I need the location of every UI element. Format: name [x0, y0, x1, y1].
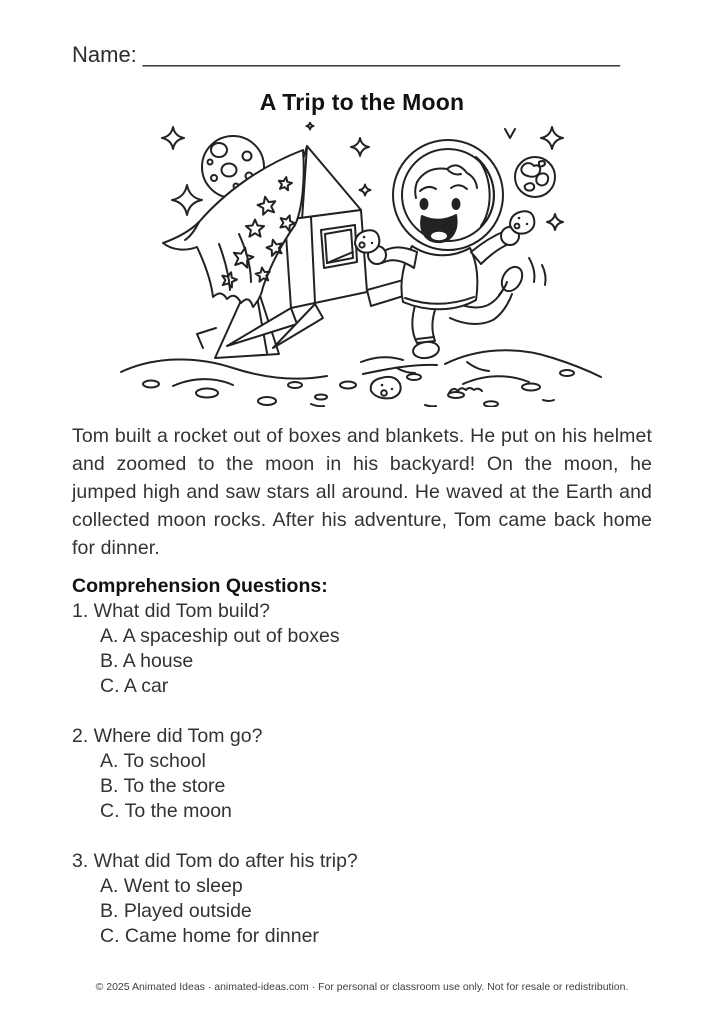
moon-rock-right [510, 211, 534, 233]
worksheet-illustration [115, 122, 609, 407]
question-2 [72, 724, 652, 824]
footer-copyright: © 2025 Animated Ideas · animated-ideas.com · For personal or classroom use only. Not for resale or redistribution. [95, 981, 629, 993]
question-3-option-c: C. Came home for dinner [100, 925, 319, 947]
earth-icon [515, 157, 555, 197]
question-1-option-c: C. A car [100, 675, 169, 697]
eye-left [420, 198, 429, 210]
questions-header: Comprehension Questions: [72, 575, 328, 597]
question-2-option-b: B. To the store [100, 775, 226, 797]
question-1-option-b: B. A house [100, 650, 194, 672]
questions-section [72, 574, 652, 949]
eye-right [452, 198, 461, 210]
v-doodle-icon [505, 129, 515, 138]
question-3-text: 3. What did Tom do after his trip? [72, 850, 358, 872]
question-1-option-a: A. A spaceship out of boxes [100, 625, 340, 647]
name-row [72, 42, 652, 68]
ground-rock-icon [371, 377, 401, 399]
rocket-window [321, 225, 357, 268]
question-3 [72, 849, 652, 949]
question-2-option-a: A. To school [100, 750, 206, 772]
question-2-text: 2. Where did Tom go? [72, 725, 263, 747]
question-1-text: 1. What did Tom build? [72, 600, 270, 622]
question-2-option-c: C. To the moon [100, 800, 232, 822]
name-label: Name: [72, 42, 137, 67]
ground-craters [143, 370, 574, 407]
page-title: A Trip to the Moon [259, 89, 465, 115]
astronaut-arm-left [382, 247, 417, 268]
tongue [431, 232, 447, 240]
name-blank-line: _______________________________________ [142, 42, 620, 67]
story-paragraph: Tom built a rocket out of boxes and blankets. He put on his helmet and zoomed to the moon in his backyard! On the moon, he jumped high and saw stars all around. He waved at the Earth and collected moon rocks. After his adventure, Tom came back home for dinner. [72, 425, 652, 559]
question-3-option-b: B. Played outside [100, 900, 252, 922]
question-3-option-a: A. Went to sleep [100, 875, 243, 897]
moon-ground [121, 350, 601, 407]
question-1 [72, 599, 652, 699]
moon-rock-left [355, 230, 379, 252]
